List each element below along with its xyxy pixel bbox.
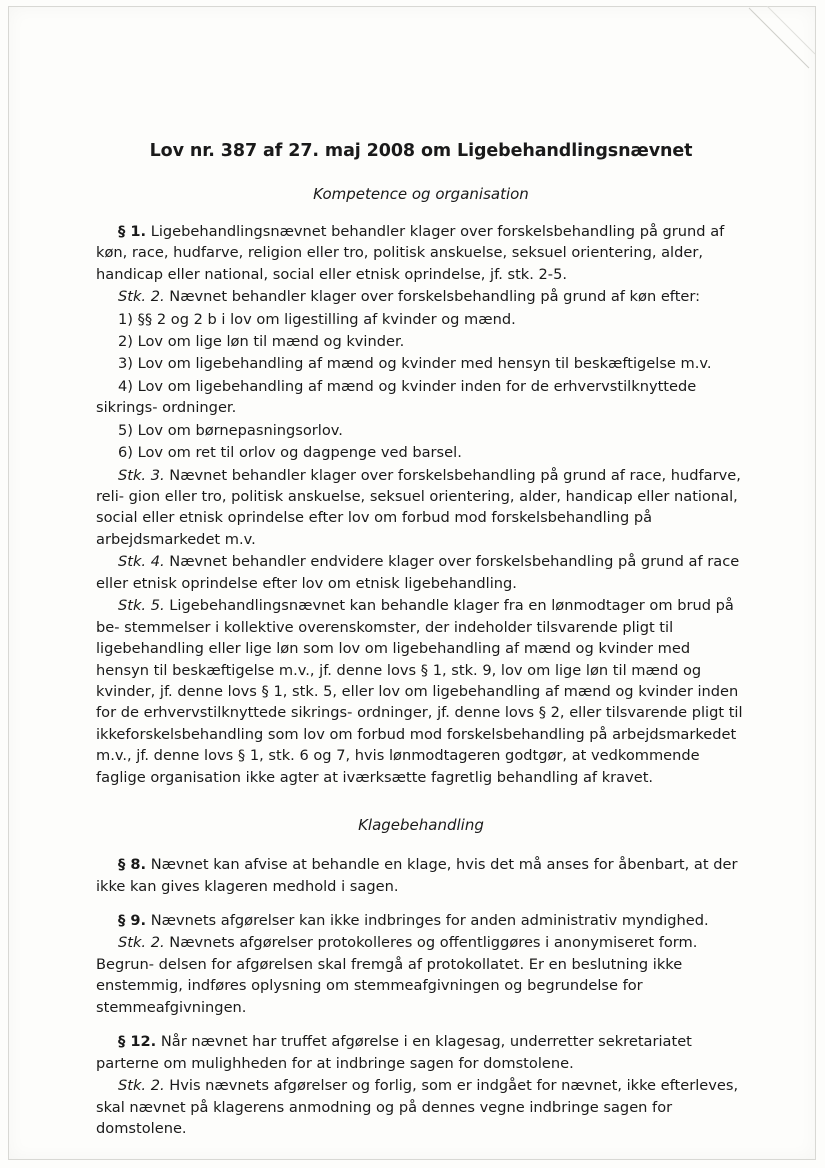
list-item-text: 6) Lov om ret til orlov og dagpenge ved barsel. <box>118 444 462 462</box>
paragraph-text: Nævnet kan afvise at behandle en klage, hvis det må anses for åbenbart, at der ikke kan gives klageren medhold i sagen. <box>96 856 738 895</box>
paragraph-8 <box>96 854 746 897</box>
document-body <box>96 140 746 1140</box>
paragraph-12 <box>96 1031 746 1074</box>
paragraph-text: Nævnet behandler endvidere klager over forskelsbehandling på grund af race eller etnisk oprindelse efter lov om etnisk ligebehandling. <box>96 553 740 592</box>
paragraph-1-stk-2 <box>96 286 746 307</box>
section-heading: Kompetence og organisation <box>313 184 529 203</box>
paragraph-1 <box>96 221 746 285</box>
paragraph-lead: § 1. <box>118 222 147 240</box>
list-item <box>96 353 746 374</box>
section-klagebehandling <box>96 816 746 1139</box>
paragraph-lead: Stk. 2. <box>118 934 165 952</box>
paragraph-text: Ligebehandlingsnævnet behandler klager over forskelsbehandling på grund af køn, race, hudfarve, religion eller tro, politisk anskuelse, seksuel orientering, alder, handicap eller national, social eller etnisk oprindelse, jf. stk. 2-5. <box>96 222 725 283</box>
list-item-text: 4) Lov om ligebehandling af mænd og kvinder inden for de erhvervstilknyttede sikrings- ordninger. <box>96 377 697 417</box>
paragraph-text: Hvis nævnets afgørelser og forlig, som er indgået for nævnet, ikke efterleves, skal nævnet på klagerens anmodning og på dennes vegne indbringe sagen for domstolene. <box>96 1077 739 1137</box>
paragraph-text: Nævnet behandler klager over forskelsbehandling på grund af race, hudfarve, reli- gion eller tro, politisk anskuelse, seksuel orientering, alder, handicap eller national, social eller etnisk oprindelse efter lov om forbud mod forskelsbehandling på arbejdsmarkedet m.v. <box>96 466 741 548</box>
paragraph-1-stk-3 <box>96 465 746 551</box>
section-heading: Klagebehandling <box>358 816 484 835</box>
paragraph-lead: Stk. 2. <box>118 288 165 306</box>
list-item <box>96 376 746 419</box>
paragraph-lead: § 8. <box>118 856 147 874</box>
page-corner-fold <box>747 6 817 76</box>
list-item-text: 5) Lov om børnepasningsorlov. <box>118 421 343 439</box>
paragraph-lead: Stk. 5. <box>118 597 165 615</box>
paragraph-9-stk-2 <box>96 932 746 1018</box>
paragraph-lead: Stk. 2. <box>118 1077 165 1095</box>
paragraph-9 <box>96 910 746 931</box>
list-item <box>96 331 746 352</box>
list-item <box>96 442 746 463</box>
page-title: Lov nr. 387 af 27. maj 2008 om Ligebehandlingsnævnet <box>149 141 693 161</box>
list-item-text: 2) Lov om lige løn til mænd og kvinder. <box>118 332 405 350</box>
paragraph-lead: § 9. <box>118 912 147 929</box>
paragraph-text: Nævnet behandler klager over forskelsbehandling på grund af køn efter: <box>164 288 701 306</box>
paragraph-text: Ligebehandlingsnævnet kan behandle klager fra en lønmodtager om brud på be- stemmelser i kollektive overenskomster, der indeholder tilsvarende pligt til ligebehandling eller lige løn som lov om ligebehandling af mænd og kvinder med hensyn til beskæftigelse m.v., jf. denne lovs § 1, stk. 9, lov om lige løn til mænd og kvinder, jf. denne lovs § 1, stk. 5, eller lov om ligebehandling af mænd og kvinder inden for de erhvervstilknyttede sikrings- ordninger, jf. denne lovs § 2, eller tilsvarende pligt til ikkeforskelsbehandling som lov om forbud mod forskelsbehandling på arbejdsmarkedet m.v., jf. denne lovs § 1, stk. 6 og 7, hvis lønmodtageren godtgør, at vedkommende faglige organisation ikke agter at iværksætte fagretlig behandling af kravet. <box>96 597 743 786</box>
list-item <box>96 309 746 330</box>
paragraph-lead: Stk. 3. <box>118 466 165 484</box>
paragraph-lead: § 12. <box>118 1033 157 1051</box>
paragraph-12-stk-2 <box>96 1075 746 1139</box>
paragraph-lead: Stk. 4. <box>118 553 165 571</box>
paragraph-1-stk-4 <box>96 551 746 594</box>
paragraph-1-stk-5 <box>96 595 746 788</box>
list-item-text: 3) Lov om ligebehandling af mænd og kvinder med hensyn til beskæftigelse m.v. <box>118 355 712 373</box>
list-item <box>96 420 746 441</box>
section-kompetence-og-organisation <box>96 185 746 788</box>
paragraph-text: Nævnets afgørelser protokolleres og offentliggøres i anonymiseret form. Begrun- delsen for afgørelsen skal fremgå af protokollatet. Er en beslutning ikke enstemmig, indføres oplysning om stemmeafgivningen og begrundelse for stemmeafgivningen. <box>96 934 698 1016</box>
paragraph-text: Nævnets afgørelser kan ikke indbringes for anden administrativ myndighed. <box>146 912 709 929</box>
paragraph-text: Når nævnet har truffet afgørelse i en klagesag, underretter sekretariatet parterne om mulighheden for at indbringe sagen for domstolene. <box>96 1033 692 1072</box>
list-item-text: 1) §§ 2 og 2 b i lov om ligestilling af kvinder og mænd. <box>118 310 516 328</box>
